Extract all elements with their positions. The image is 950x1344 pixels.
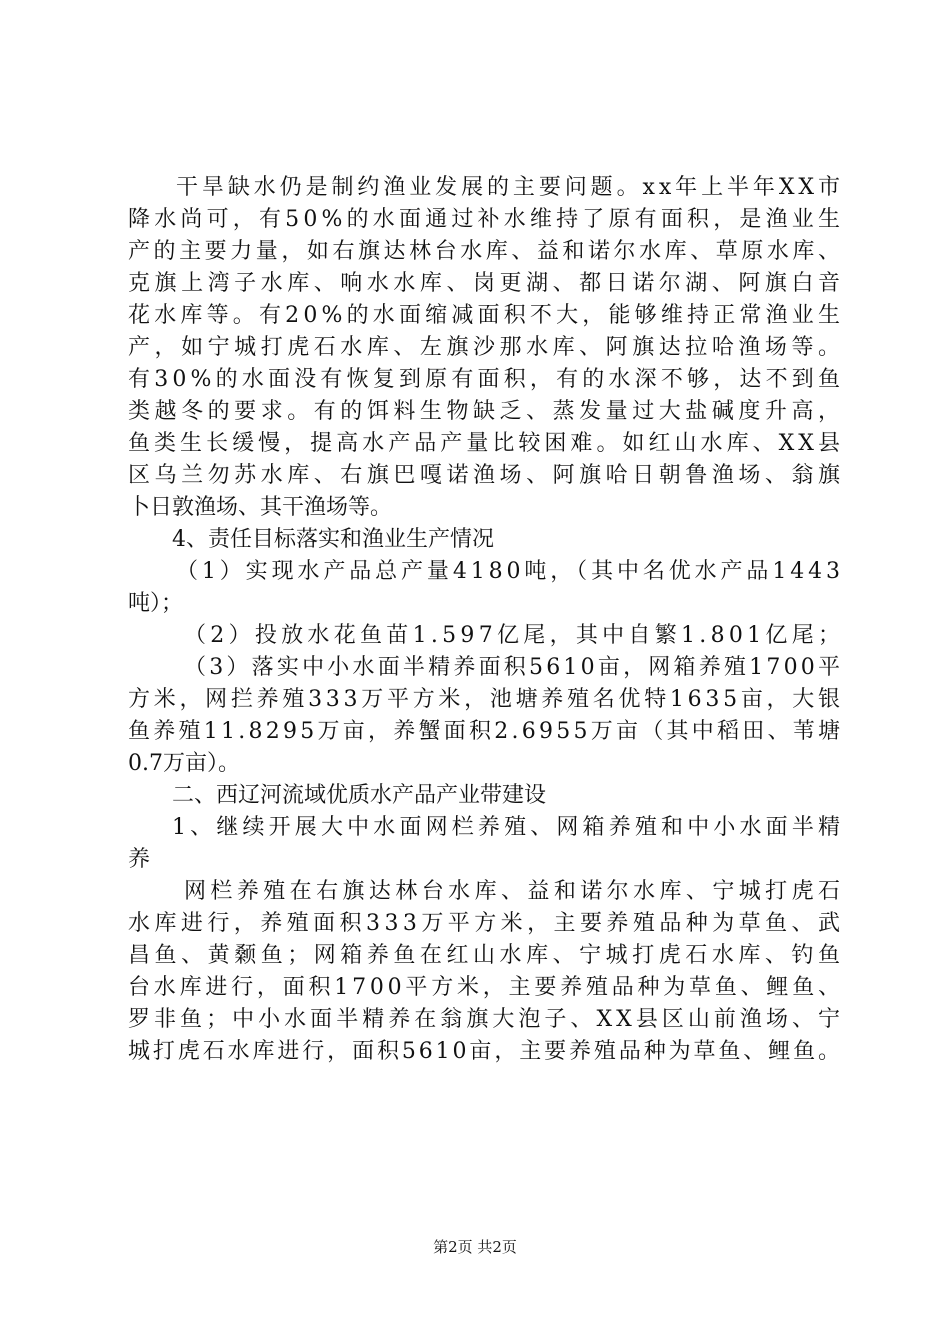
text-line: 花水库等。有20%的水面缩减面积不大，能够维持正常渔业生 xyxy=(128,303,845,328)
text-line: （3）落实中小水面半精养面积5610亩，网箱养殖1700平 xyxy=(184,655,844,680)
text-line: 台水库进行，面积1700平方米，主要养殖品种为草鱼、鲤鱼、 xyxy=(128,975,844,1000)
text-line: 方米，网拦养殖333万平方米，池塘养殖名优特1635亩，大银 xyxy=(128,687,844,712)
text-line: 罗非鱼；中小水面半精养在翁旗大泡子、XX县区山前渔场、宁 xyxy=(128,1007,845,1032)
text-line: 城打虎石水库进行，面积5610亩，主要养殖品种为草鱼、鲤鱼。 xyxy=(128,1039,843,1064)
text-line: 干旱缺水仍是制约渔业发展的主要问题。xx年上半年XX市 xyxy=(176,175,844,200)
text-line: 昌鱼、黄颡鱼；网箱养鱼在红山水库、宁城打虎石水库、钓鱼 xyxy=(128,943,845,968)
text-line: 1、继续开展大中水面网栏养殖、网箱养殖和中小水面半精 xyxy=(172,815,845,840)
text-line: 有30%的水面没有恢复到原有面积，有的水深不够，达不到鱼 xyxy=(128,367,845,392)
text-line: 产，如宁城打虎石水库、左旗沙那水库、阿旗达拉哈渔场等。 xyxy=(128,335,845,360)
text-line: 鱼养殖11.8295万亩，养蟹面积2.6955万亩（其中稻田、苇塘 xyxy=(128,719,844,744)
text-line: 类越冬的要求。有的饵料生物缺乏、蒸发量过大盐碱度升高， xyxy=(128,399,845,424)
text-line: 克旗上湾子水库、响水水库、岗更湖、都日诺尔湖、阿旗白音 xyxy=(128,271,845,296)
text-line: 二、西辽河流域优质水产品产业带建设 xyxy=(172,783,547,808)
text-line: （2）投放水花鱼苗1.597亿尾，其中自繁1.801亿尾； xyxy=(184,623,845,648)
text-line: 产的主要力量，如右旗达林台水库、益和诺尔水库、草原水库、 xyxy=(128,239,844,264)
text-line: 0.7万亩）。 xyxy=(128,751,240,776)
text-line: 吨）； xyxy=(128,591,184,616)
text-line: 水库进行，养殖面积333万平方米，主要养殖品种为草鱼、武 xyxy=(128,911,845,936)
text-line: 网栏养殖在右旗达林台水库、益和诺尔水库、宁城打虎石 xyxy=(184,879,845,904)
text-line: 养 xyxy=(128,847,151,872)
text-line: 鱼类生长缓慢，提高水产品产量比较困难。如红山水库、XX县 xyxy=(128,431,845,456)
text-line: 降水尚可，有50%的水面通过补水维持了原有面积，是渔业生 xyxy=(128,207,845,232)
text-line: 4、责任目标落实和渔业生产情况 xyxy=(172,527,494,552)
page-footer: 第2页 共2页 xyxy=(433,1238,517,1256)
text-line: （1）实现水产品总产量4180吨，（其中名优水产品1443 xyxy=(176,559,844,584)
document-body xyxy=(128,172,845,1068)
text-line: 卜日敦渔场、其干渔场等。 xyxy=(128,495,393,520)
text-line: 区乌兰勿苏水库、右旗巴嘎诺渔场、阿旗哈日朝鲁渔场、翁旗 xyxy=(128,463,845,488)
